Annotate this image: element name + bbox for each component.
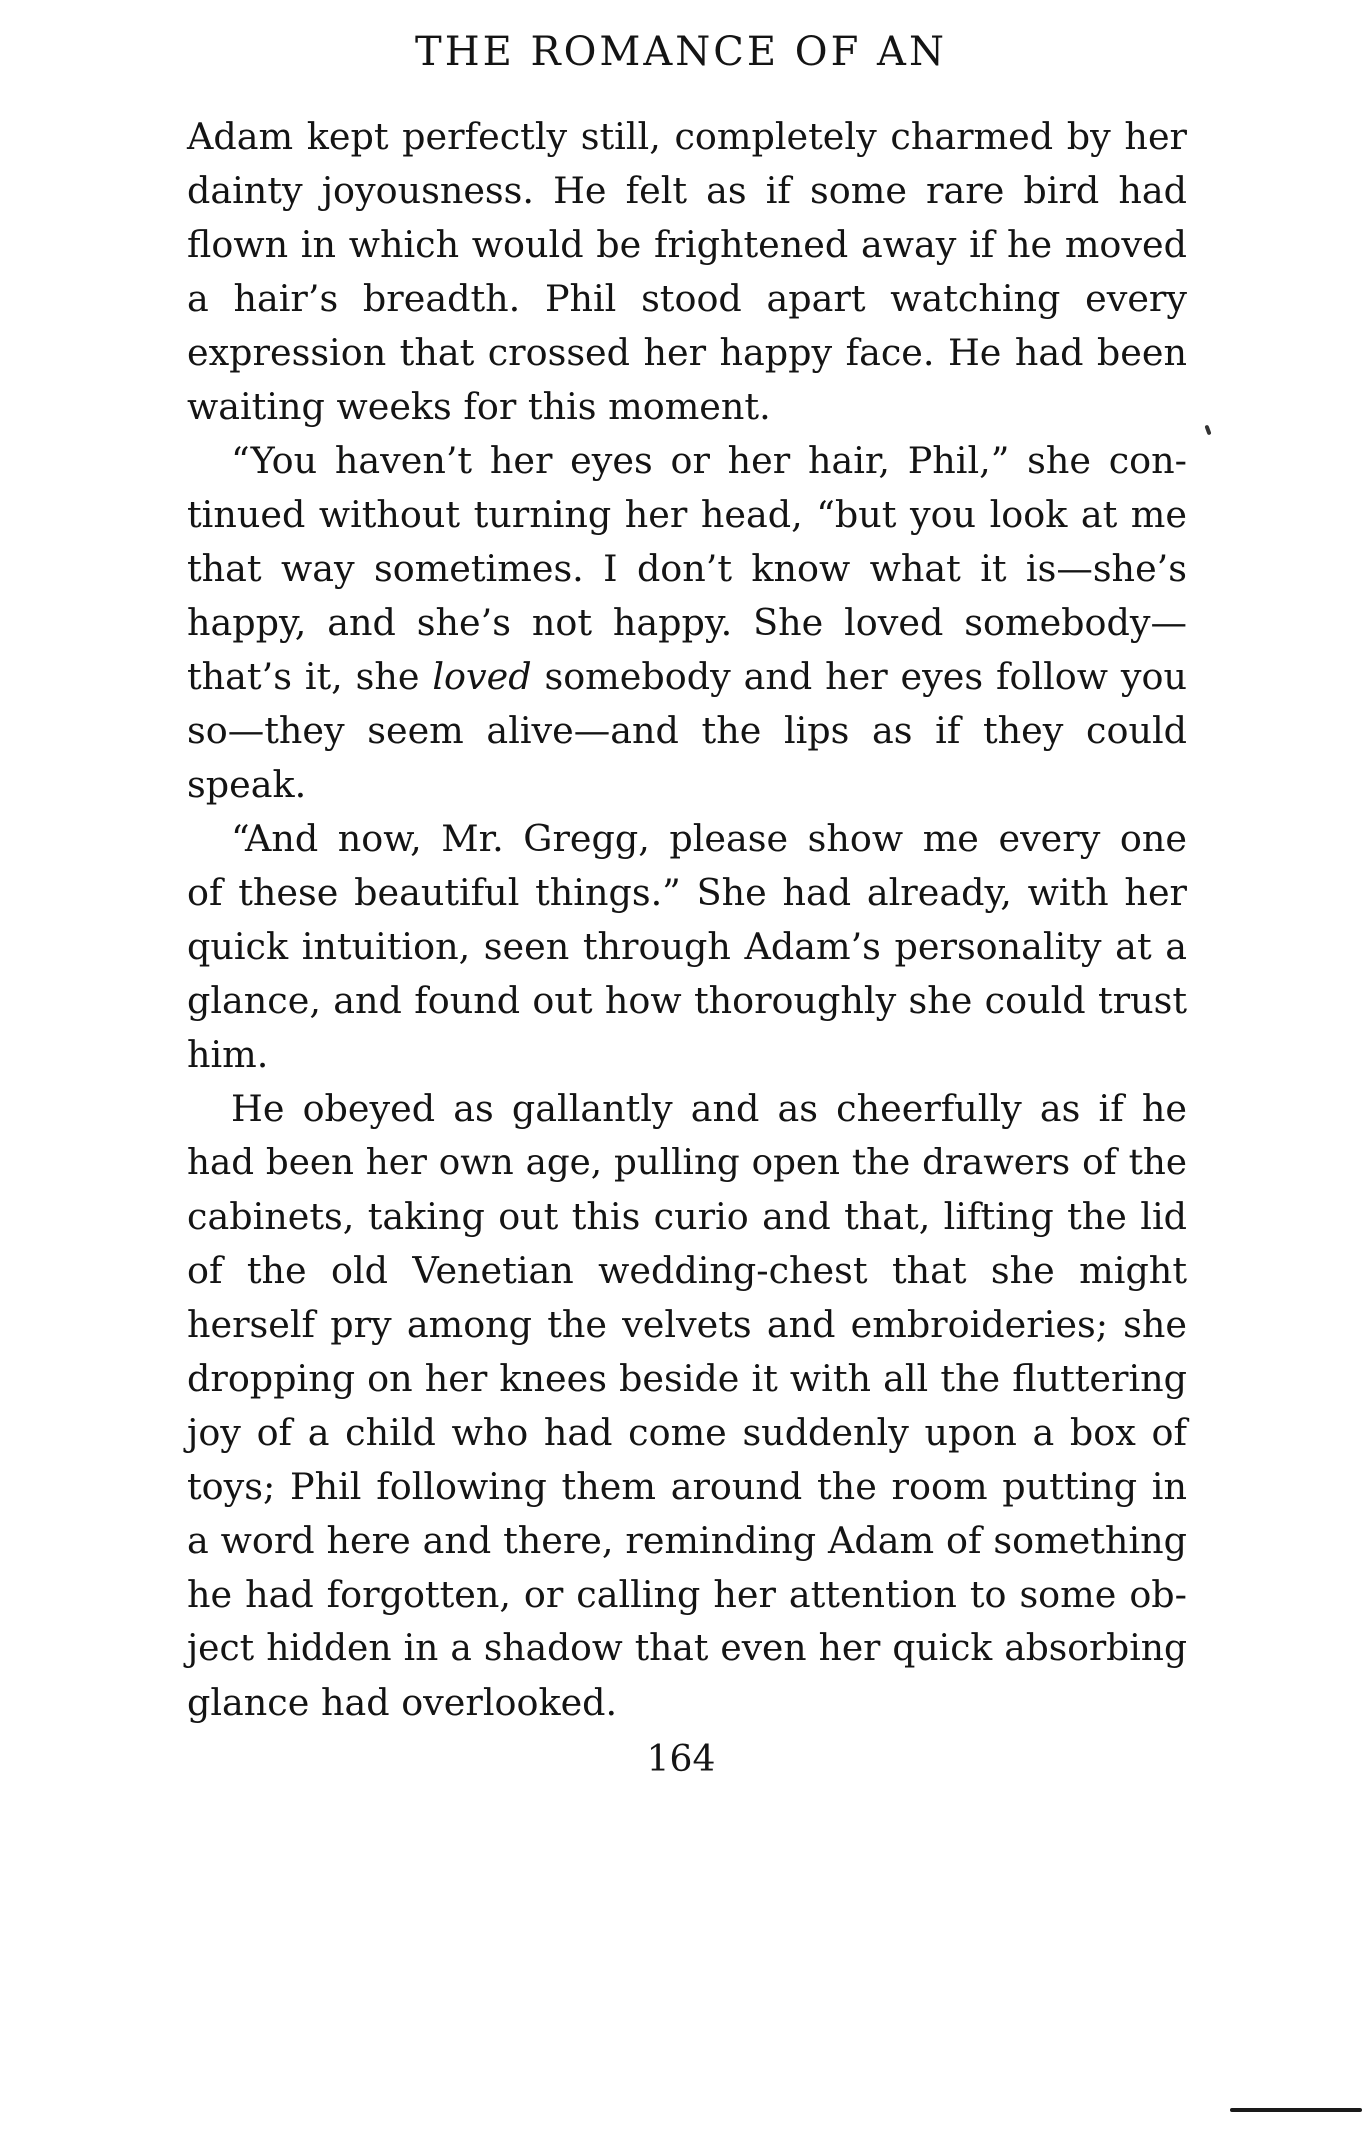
text-line: “You haven’t her eyes or her hair, Phil,” she con-: [231, 439, 1187, 482]
text-line: expression that crossed her happy face. He had been: [187, 331, 1187, 374]
running-head: THE ROMANCE OF AN: [415, 29, 947, 75]
text-line: happy, and she’s not happy. She loved somebody—: [187, 601, 1187, 644]
page-number: 164: [646, 1739, 716, 1780]
paragraph: [187, 1082, 1187, 1730]
text-line: glance, and found out how thoroughly she could trust: [187, 979, 1187, 1022]
text-line: dainty joyousness. He felt as if some rare bird had: [187, 169, 1187, 212]
text-line: of the old Venetian wedding-chest that she might: [187, 1249, 1187, 1292]
text-line: flown in which would be frightened away if he moved: [187, 223, 1187, 266]
page-edge-mark: [1230, 2108, 1362, 2112]
paragraph: [187, 812, 1187, 1082]
text-line: had been her own age, pulling open the drawers of the: [187, 1142, 1187, 1183]
text-line: he had forgotten, or calling her attention to some ob-: [187, 1573, 1187, 1616]
text-line: Adam kept perfectly still, completely charmed by her: [187, 115, 1187, 158]
text-line: of these beautiful things.” She had already, with her: [187, 871, 1187, 914]
text-line: cabinets, taking out this curio and that, lifting the lid: [187, 1195, 1187, 1238]
text-line: dropping on her knees beside it with all the fluttering: [187, 1357, 1187, 1400]
paragraph: [187, 434, 1187, 812]
body-text: [187, 110, 1187, 1730]
text-line: that way sometimes. I don’t know what it is—she’s: [187, 547, 1187, 590]
text-line: that’s it, she loved somebody and her eyes follow you: [187, 655, 1187, 698]
text-line: joy of a child who had come suddenly upon a box of: [187, 1411, 1187, 1454]
text-line: “And now, Mr. Gregg, please show me every one: [231, 817, 1187, 860]
text-line: waiting weeks for this moment.: [187, 385, 771, 428]
text-line: toys; Phil following them around the room putting in: [187, 1465, 1187, 1508]
text-line: a word here and there, reminding Adam of something: [187, 1519, 1187, 1562]
ink-speck: [1204, 425, 1211, 436]
emphasized-word: loved: [432, 655, 532, 698]
text-line: quick intuition, seen through Adam’s personality at a: [187, 925, 1187, 968]
text-line: a hair’s breadth. Phil stood apart watching every: [187, 277, 1187, 320]
paragraph: [187, 110, 1187, 434]
text-line: glance had overlooked.: [187, 1681, 618, 1724]
text-line: so—they seem alive—and the lips as if they could: [187, 709, 1187, 752]
text-line: tinued without turning her head, “but you look at me: [187, 493, 1187, 536]
text-line: him.: [187, 1033, 269, 1076]
text-line: ject hidden in a shadow that even her quick absorbing: [187, 1628, 1187, 1669]
text-line: herself pry among the velvets and embroideries; she: [187, 1303, 1187, 1346]
text-line: He obeyed as gallantly and as cheerfully as if he: [231, 1087, 1187, 1130]
text-line: speak.: [187, 763, 307, 806]
